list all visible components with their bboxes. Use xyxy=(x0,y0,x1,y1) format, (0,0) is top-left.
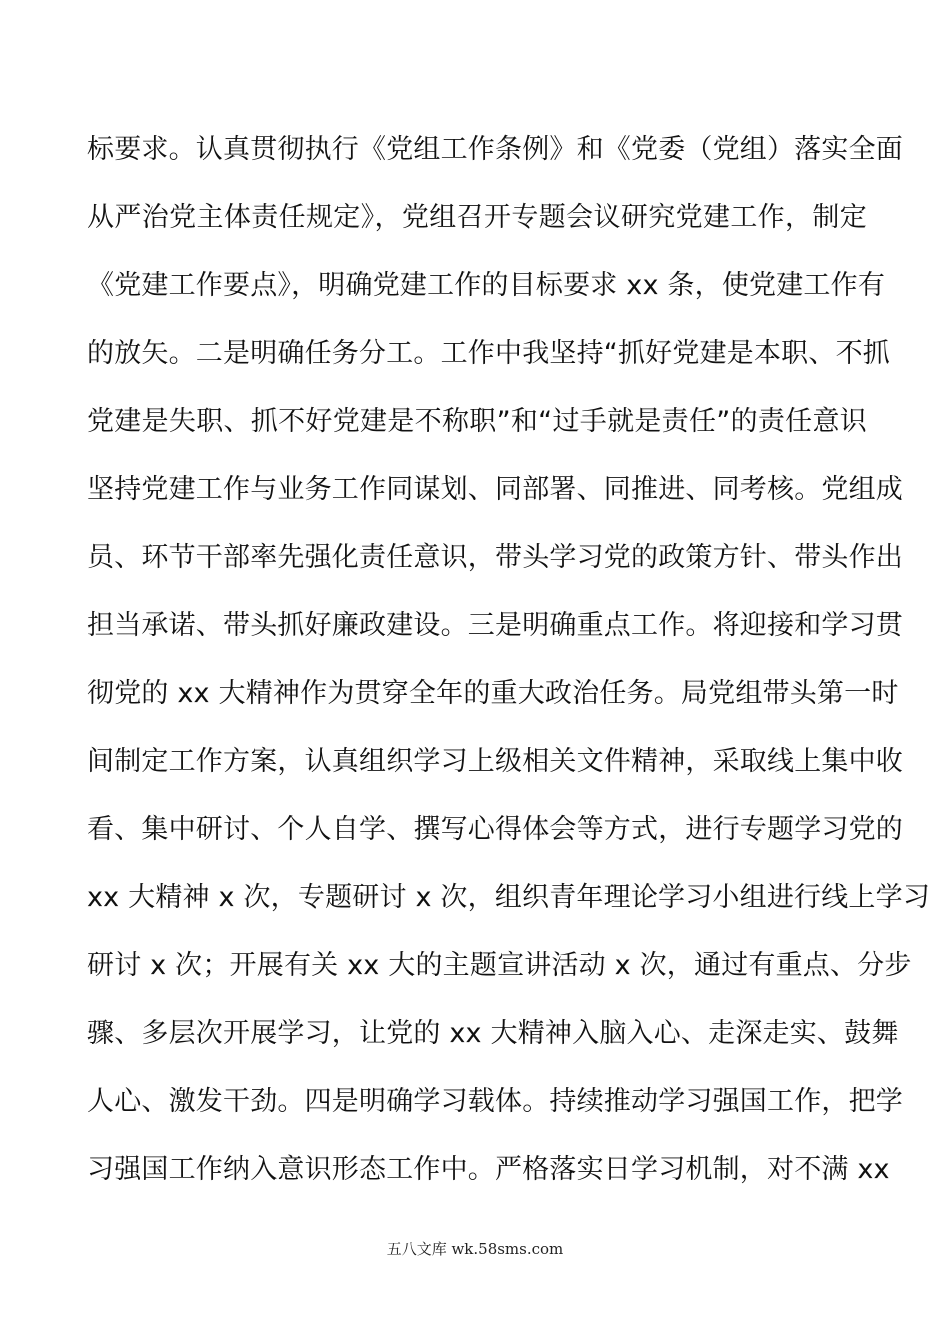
text-line: 党建是失职、抓不好党建是不称职”和“过手就是责任”的责任意识 xyxy=(87,406,867,437)
text-line: 习强国工作纳入意识形态工作中。严格落实日学习机制，对不满 xx xyxy=(87,1154,890,1185)
page-footer-watermark: 五八文库 wk.58sms.com xyxy=(386,1240,564,1258)
text-line: 看、集中研讨、个人自学、撰写心得体会等方式，进行专题学习党的 xyxy=(87,814,903,845)
text-line: 担当承诺、带头抓好廉政建设。三是明确重点工作。将迎接和学习贯 xyxy=(87,610,903,641)
text-line: 坚持党建工作与业务工作同谋划、同部署、同推进、同考核。党组成 xyxy=(87,474,903,505)
text-line: 研讨 x 次；开展有关 xx 大的主题宣讲活动 x 次，通过有重点、分步 xyxy=(87,950,912,981)
text-line: 骤、多层次开展学习，让党的 xx 大精神入脑入心、走深走实、鼓舞 xyxy=(87,1018,899,1049)
text-line: 员、环节干部率先强化责任意识，带头学习党的政策方针、带头作出 xyxy=(87,542,903,573)
text-line: 的放矢。二是明确任务分工。工作中我坚持“抓好党建是本职、不抓 xyxy=(87,338,890,369)
text-line: 人心、激发干劲。四是明确学习载体。持续推动学习强国工作，把学 xyxy=(87,1086,903,1117)
text-line: 《党建工作要点》，明确党建工作的目标要求 xx 条，使党建工作有 xyxy=(87,270,886,301)
text-line: xx 大精神 x 次，专题研讨 x 次，组织青年理论学习小组进行线上学习 xyxy=(87,882,931,913)
text-line: 从严治党主体责任规定》，党组召开专题会议研究党建工作，制定 xyxy=(87,202,867,233)
text-line: 间制定工作方案，认真组织学习上级相关文件精神，采取线上集中收 xyxy=(87,746,903,777)
text-line: 彻党的 xx 大精神作为贯穿全年的重大政治任务。局党组带头第一时 xyxy=(87,678,899,709)
text-line: 标要求。认真贯彻执行《党组工作条例》和《党委（党组）落实全面 xyxy=(87,134,903,165)
body-text xyxy=(87,122,931,1210)
